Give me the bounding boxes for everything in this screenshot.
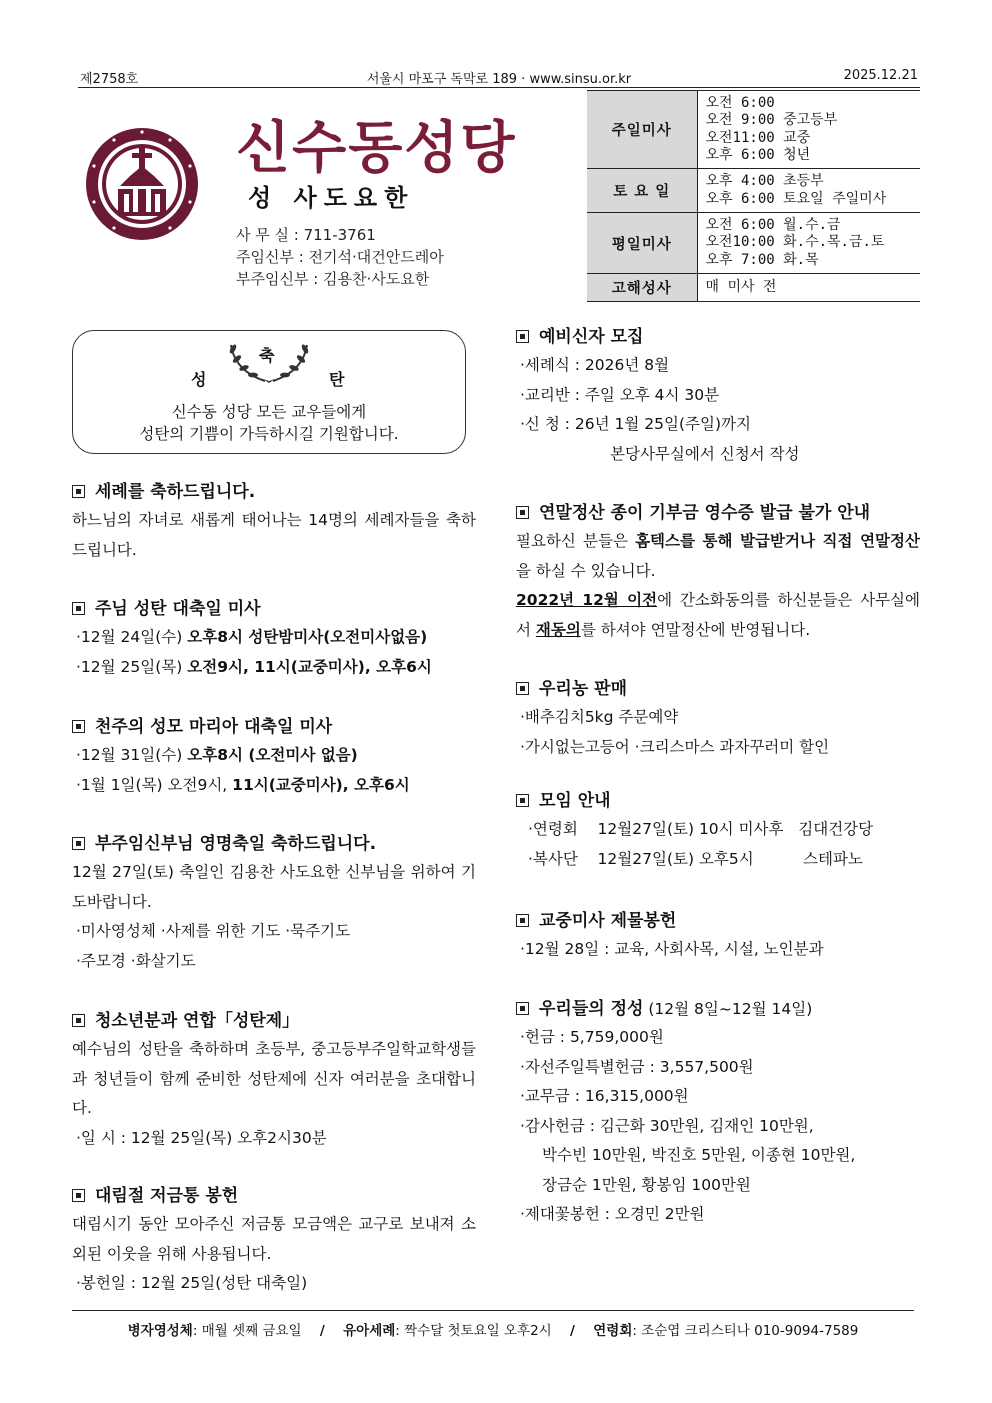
list-item: ·미사영성체 ·사제를 위한 기도 ·묵주기도 xyxy=(76,922,351,940)
list-item: ·12월 28일 : 교육, 사회사목, 시설, 노인분과 xyxy=(520,940,824,958)
masthead-info-line xyxy=(78,66,920,88)
item-text: ·12월 24일(수) xyxy=(76,628,188,646)
meetings-section xyxy=(516,787,920,874)
checkbox-bullet-icon xyxy=(72,1014,85,1027)
list-item: ·감사헌금 : 김근화 30만원, 김재인 10만원, xyxy=(520,1116,814,1135)
office-info xyxy=(236,224,444,290)
item-emphasis: 11시(교중미사), 오후6시 xyxy=(232,775,410,794)
list-item xyxy=(72,741,476,771)
advent-box-section xyxy=(72,1182,476,1299)
section-body: 대림시기 동안 모아주신 저금통 모금액은 교구로 보내져 소외된 이웃을 위해 사용됩니다. xyxy=(72,1215,476,1263)
time-entry: 오전11:00 교중 xyxy=(705,129,811,146)
time-entry: 매 미사 전 xyxy=(705,278,777,295)
list-item: ·세례식 : 2026년 8월 xyxy=(520,356,670,374)
greeting-char-3: 탄 xyxy=(329,370,345,389)
list-item: ·교무금 : 16,315,000원 xyxy=(520,1087,689,1105)
list-item: 박수빈 10만원, 박진호 5만원, 이종현 10만원, xyxy=(542,1146,856,1164)
time-entry: 오전 6:00 월.수.금 xyxy=(705,216,841,233)
greeting-message xyxy=(73,401,465,445)
time-entry: 오후 6:00 청년 xyxy=(705,147,811,163)
list-item: ·교리반 : 주일 오후 4시 30분 xyxy=(520,385,720,404)
section-body: 12월 27일(토) 축일인 김용찬 사도요한 신부님을 위하여 기도바랍니다. xyxy=(72,863,476,911)
office-phone: 사 무 실 : 711-3761 xyxy=(236,226,376,244)
list-item: ·제대꽃봉헌 : 오경민 2만원 xyxy=(520,1205,705,1223)
section-title-text: 천주의 성모 마리아 대축일 미사 xyxy=(95,717,333,737)
parish-seal-icon xyxy=(84,126,200,242)
christmas-greeting-box xyxy=(72,330,466,454)
section-body xyxy=(516,527,920,586)
section-title xyxy=(516,499,920,527)
footer-info xyxy=(72,1310,914,1339)
section-title xyxy=(516,787,920,815)
section-title xyxy=(72,1007,476,1035)
body-emphasis: 홈텍스를 통해 발급받거나 직접 연말정산 xyxy=(635,532,920,550)
time-entry: 오후 7:00 화.목 xyxy=(705,251,819,268)
item-text: ·12월 31일(수) xyxy=(76,746,188,764)
section-title xyxy=(516,907,920,935)
list-item: ·주모경 ·화살기도 xyxy=(76,951,196,970)
table-row xyxy=(587,213,920,274)
list-item: 본당사무실에서 신청서 작성 xyxy=(610,444,800,463)
issue-date: 2025.12.21 xyxy=(843,68,918,83)
table-row xyxy=(587,274,920,302)
footer-separator: / xyxy=(570,1323,575,1339)
checkbox-bullet-icon xyxy=(516,1002,529,1015)
parish-patron: 성 사도요한 xyxy=(248,184,415,212)
checkbox-bullet-icon xyxy=(72,602,85,615)
list-item: ·헌금 : 5,759,000원 xyxy=(520,1028,664,1046)
section-title xyxy=(516,995,920,1023)
section-title-text: 세례를 축하드립니다. xyxy=(95,482,256,502)
item-text: ·12월 25일(목) xyxy=(76,657,188,676)
section-title-text: 부주임신부님 영명축일 축하드립니다. xyxy=(95,834,377,854)
section-title-text: 청소년분과 연합「성탄제」 xyxy=(95,1011,300,1031)
list-item: ·자선주일특별헌금 : 3,557,500원 xyxy=(520,1057,754,1076)
donations-section xyxy=(516,995,920,1230)
checkbox-bullet-icon xyxy=(516,330,529,343)
list-item: ·연령회 12월27일(토) 10시 미사후 김대건강당 xyxy=(528,820,874,838)
row-label: 주일미사 xyxy=(587,91,697,169)
row-label: 토 요 일 xyxy=(587,169,697,213)
checkbox-bullet-icon xyxy=(516,682,529,695)
body-underline: 재동의 xyxy=(535,620,581,639)
checkbox-bullet-icon xyxy=(72,837,85,850)
issue-number: 제2758호 xyxy=(80,72,139,87)
table-row xyxy=(587,169,920,213)
body-underline: 2022년 12월 이전 xyxy=(516,591,658,609)
section-title-text: 주님 성탄 대축일 미사 xyxy=(95,599,261,619)
checkbox-bullet-icon xyxy=(516,914,529,927)
section-body xyxy=(516,586,920,645)
list-item xyxy=(72,623,476,653)
row-label: 고해성사 xyxy=(587,274,697,302)
item-emphasis: 오후8시 성탄밤미사(오전미사없음) xyxy=(187,628,428,646)
body-text: 필요하신 분들은 xyxy=(516,532,636,550)
section-title-text: 우리들의 정성 xyxy=(539,999,644,1019)
time-entry: 오후 6:00 토요일 주일미사 xyxy=(705,190,887,207)
footer-value: : 짝수달 첫토요일 오후2시 xyxy=(395,1323,552,1339)
assistant-pastor-name: 부주임신부 : 김용찬·사도요한 xyxy=(236,270,430,288)
body-text: 을 하실 수 있습니다. xyxy=(516,561,656,580)
greeting-line: 성탄의 기쁨이 가득하시길 기원합니다. xyxy=(139,425,399,443)
section-body: 하느님의 자녀로 새롭게 태어나는 14명의 세례자들을 축하드립니다. xyxy=(72,511,476,559)
list-item: 장금순 1만원, 황봉임 100만원 xyxy=(542,1175,751,1194)
mass-schedule-table xyxy=(587,90,920,302)
item-emphasis: 오후8시 (오전미사 없음) xyxy=(187,746,358,764)
catechumen-section xyxy=(516,323,920,469)
section-title xyxy=(72,478,476,506)
list-item: ·복사단 12월27일(토) 오후5시 스테파노 xyxy=(528,849,863,868)
row-label: 평일미사 xyxy=(587,213,697,274)
checkbox-bullet-icon xyxy=(72,720,85,733)
list-item: ·신 청 : 26년 1월 25일(주일)까지 xyxy=(520,415,751,433)
section-body: 예수님의 성탄을 축하하며 초등부, 중고등부주일학교학생들과 청년들이 함께 준비한 성탄제에 신자 여러분을 초대합니다. xyxy=(72,1040,476,1117)
youth-festival-section xyxy=(72,1007,476,1153)
section-title-text: 모임 안내 xyxy=(539,791,611,811)
checkbox-bullet-icon xyxy=(516,794,529,807)
list-item: ·배추김치5kg 주문예약 xyxy=(520,708,679,726)
section-title xyxy=(72,713,476,741)
section-title xyxy=(72,1182,476,1210)
baptism-section xyxy=(72,478,476,565)
section-title xyxy=(72,595,476,623)
section-title-text: 교중미사 제물봉헌 xyxy=(539,911,677,931)
time-entry: 오전 6:00 xyxy=(705,94,775,111)
list-item: ·봉헌일 : 12월 25일(성탄 대축일) xyxy=(76,1274,308,1292)
list-item xyxy=(72,771,476,801)
christmas-mass-section xyxy=(72,595,476,682)
time-entry: 오전 9:00 중고등부 xyxy=(705,112,838,128)
pastor-name: 주임신부 : 전기석·대건안드레아 xyxy=(236,248,444,266)
mary-mass-section xyxy=(72,713,476,800)
section-title-text: 대림절 저금통 봉헌 xyxy=(95,1186,239,1206)
time-entry: 오전10:00 화.수.목.금.토 xyxy=(705,234,885,251)
list-item: ·가시없는고등어 ·크리스마스 과자꾸러미 할인 xyxy=(520,737,830,756)
row-times xyxy=(697,213,920,274)
assistant-feast-section xyxy=(72,830,476,976)
body-text: 에 간소화동의를 하신분들은 사무실에서 xyxy=(516,591,920,639)
address-website: 서울시 마포구 독막로 189 · www.sinsu.or.kr xyxy=(366,72,632,87)
checkbox-bullet-icon xyxy=(72,485,85,498)
farm-sale-section xyxy=(516,675,920,762)
section-title xyxy=(516,675,920,703)
item-text: ·1월 1일(목) 오전9시, xyxy=(76,775,233,794)
row-times xyxy=(697,91,920,169)
offering-section xyxy=(516,907,920,965)
body-text: 를 하셔야 연말정산에 반영됩니다. xyxy=(580,620,811,639)
footer-value: : 조순엽 크리스티나 010-9094-7589 xyxy=(632,1323,859,1339)
list-item: ·일 시 : 12월 25일(목) 오후2시30분 xyxy=(76,1128,327,1147)
parish-name: 신수동성당 xyxy=(236,116,517,181)
footer-separator: / xyxy=(319,1323,325,1339)
section-period: (12월 8일~12월 14일) xyxy=(643,1000,813,1018)
greeting-line: 신수동 성당 모든 교우들에게 xyxy=(171,403,367,421)
section-title-text: 예비신자 모집 xyxy=(539,327,644,347)
greeting-char-1: 성 xyxy=(191,370,207,389)
table-row xyxy=(587,91,920,169)
row-times xyxy=(697,274,920,302)
footer-label: 병자영성체 xyxy=(127,1323,193,1339)
footer-value: : 매월 셋째 금요일 xyxy=(192,1323,302,1339)
list-item xyxy=(72,653,476,683)
time-entry: 오후 4:00 초등부 xyxy=(705,173,824,189)
section-title xyxy=(72,830,476,858)
section-title-text: 우리농 판매 xyxy=(539,679,628,699)
footer-label: 유아세례 xyxy=(343,1323,396,1339)
row-times xyxy=(697,169,920,213)
footer-label: 연령회 xyxy=(593,1323,633,1339)
tax-receipt-section xyxy=(516,499,920,645)
section-title xyxy=(516,323,920,351)
greeting-char-2: 축 xyxy=(259,346,275,365)
checkbox-bullet-icon xyxy=(516,506,529,519)
item-emphasis: 오전9시, 11시(교중미사), 오후6시 xyxy=(187,657,432,676)
section-title-text: 연말정산 종이 기부금 영수증 발급 불가 안내 xyxy=(539,503,871,523)
checkbox-bullet-icon xyxy=(72,1189,85,1202)
